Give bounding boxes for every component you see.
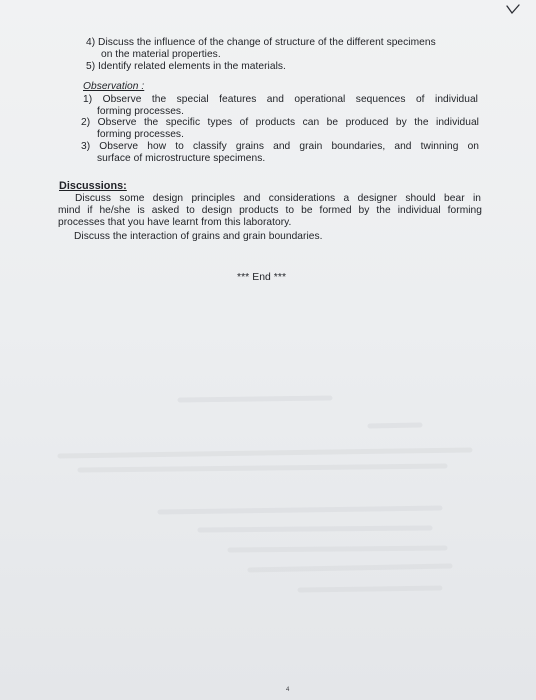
- corner-pen-mark: [506, 4, 520, 16]
- discussions-line-1: Discuss some design principles and considerations a designer should bear in: [75, 193, 481, 204]
- obs-item-2-line-2: forming processes.: [97, 129, 184, 140]
- end-marker: *** End ***: [237, 272, 287, 283]
- obs-item-1-line-2: forming processes.: [97, 106, 184, 117]
- obs-item-1-line-1: 1) Observe the special features and operational sequences of individual: [83, 94, 478, 105]
- obs-item-3-line-1: 3) Observe how to classify grains and grain boundaries, and twinning on: [81, 141, 479, 152]
- page-number: 4: [286, 687, 290, 693]
- obs-item-3-line-2: surface of microstructure specimens.: [97, 153, 266, 164]
- discussions-heading: Discussions:: [59, 180, 127, 192]
- discussions-line-3: processes that you have learnt from this laboratory.: [58, 217, 292, 228]
- item-4-line-1: 4) Discuss the influence of the change of structure of the different specimens: [86, 37, 436, 48]
- discussions-line-4: Discuss the interaction of grains and grain boundaries.: [74, 231, 323, 242]
- discussions-line-2: mind if he/she is asked to design products to be formed by the individual forming: [58, 205, 482, 216]
- item-4-line-2: on the material properties.: [101, 49, 221, 60]
- item-5-line-1: 5) Identify related elements in the materials.: [86, 61, 286, 72]
- observation-heading: Observation :: [83, 81, 145, 92]
- obs-item-2-line-1: 2) Observe the specific types of products can be produced by the individual: [81, 117, 479, 128]
